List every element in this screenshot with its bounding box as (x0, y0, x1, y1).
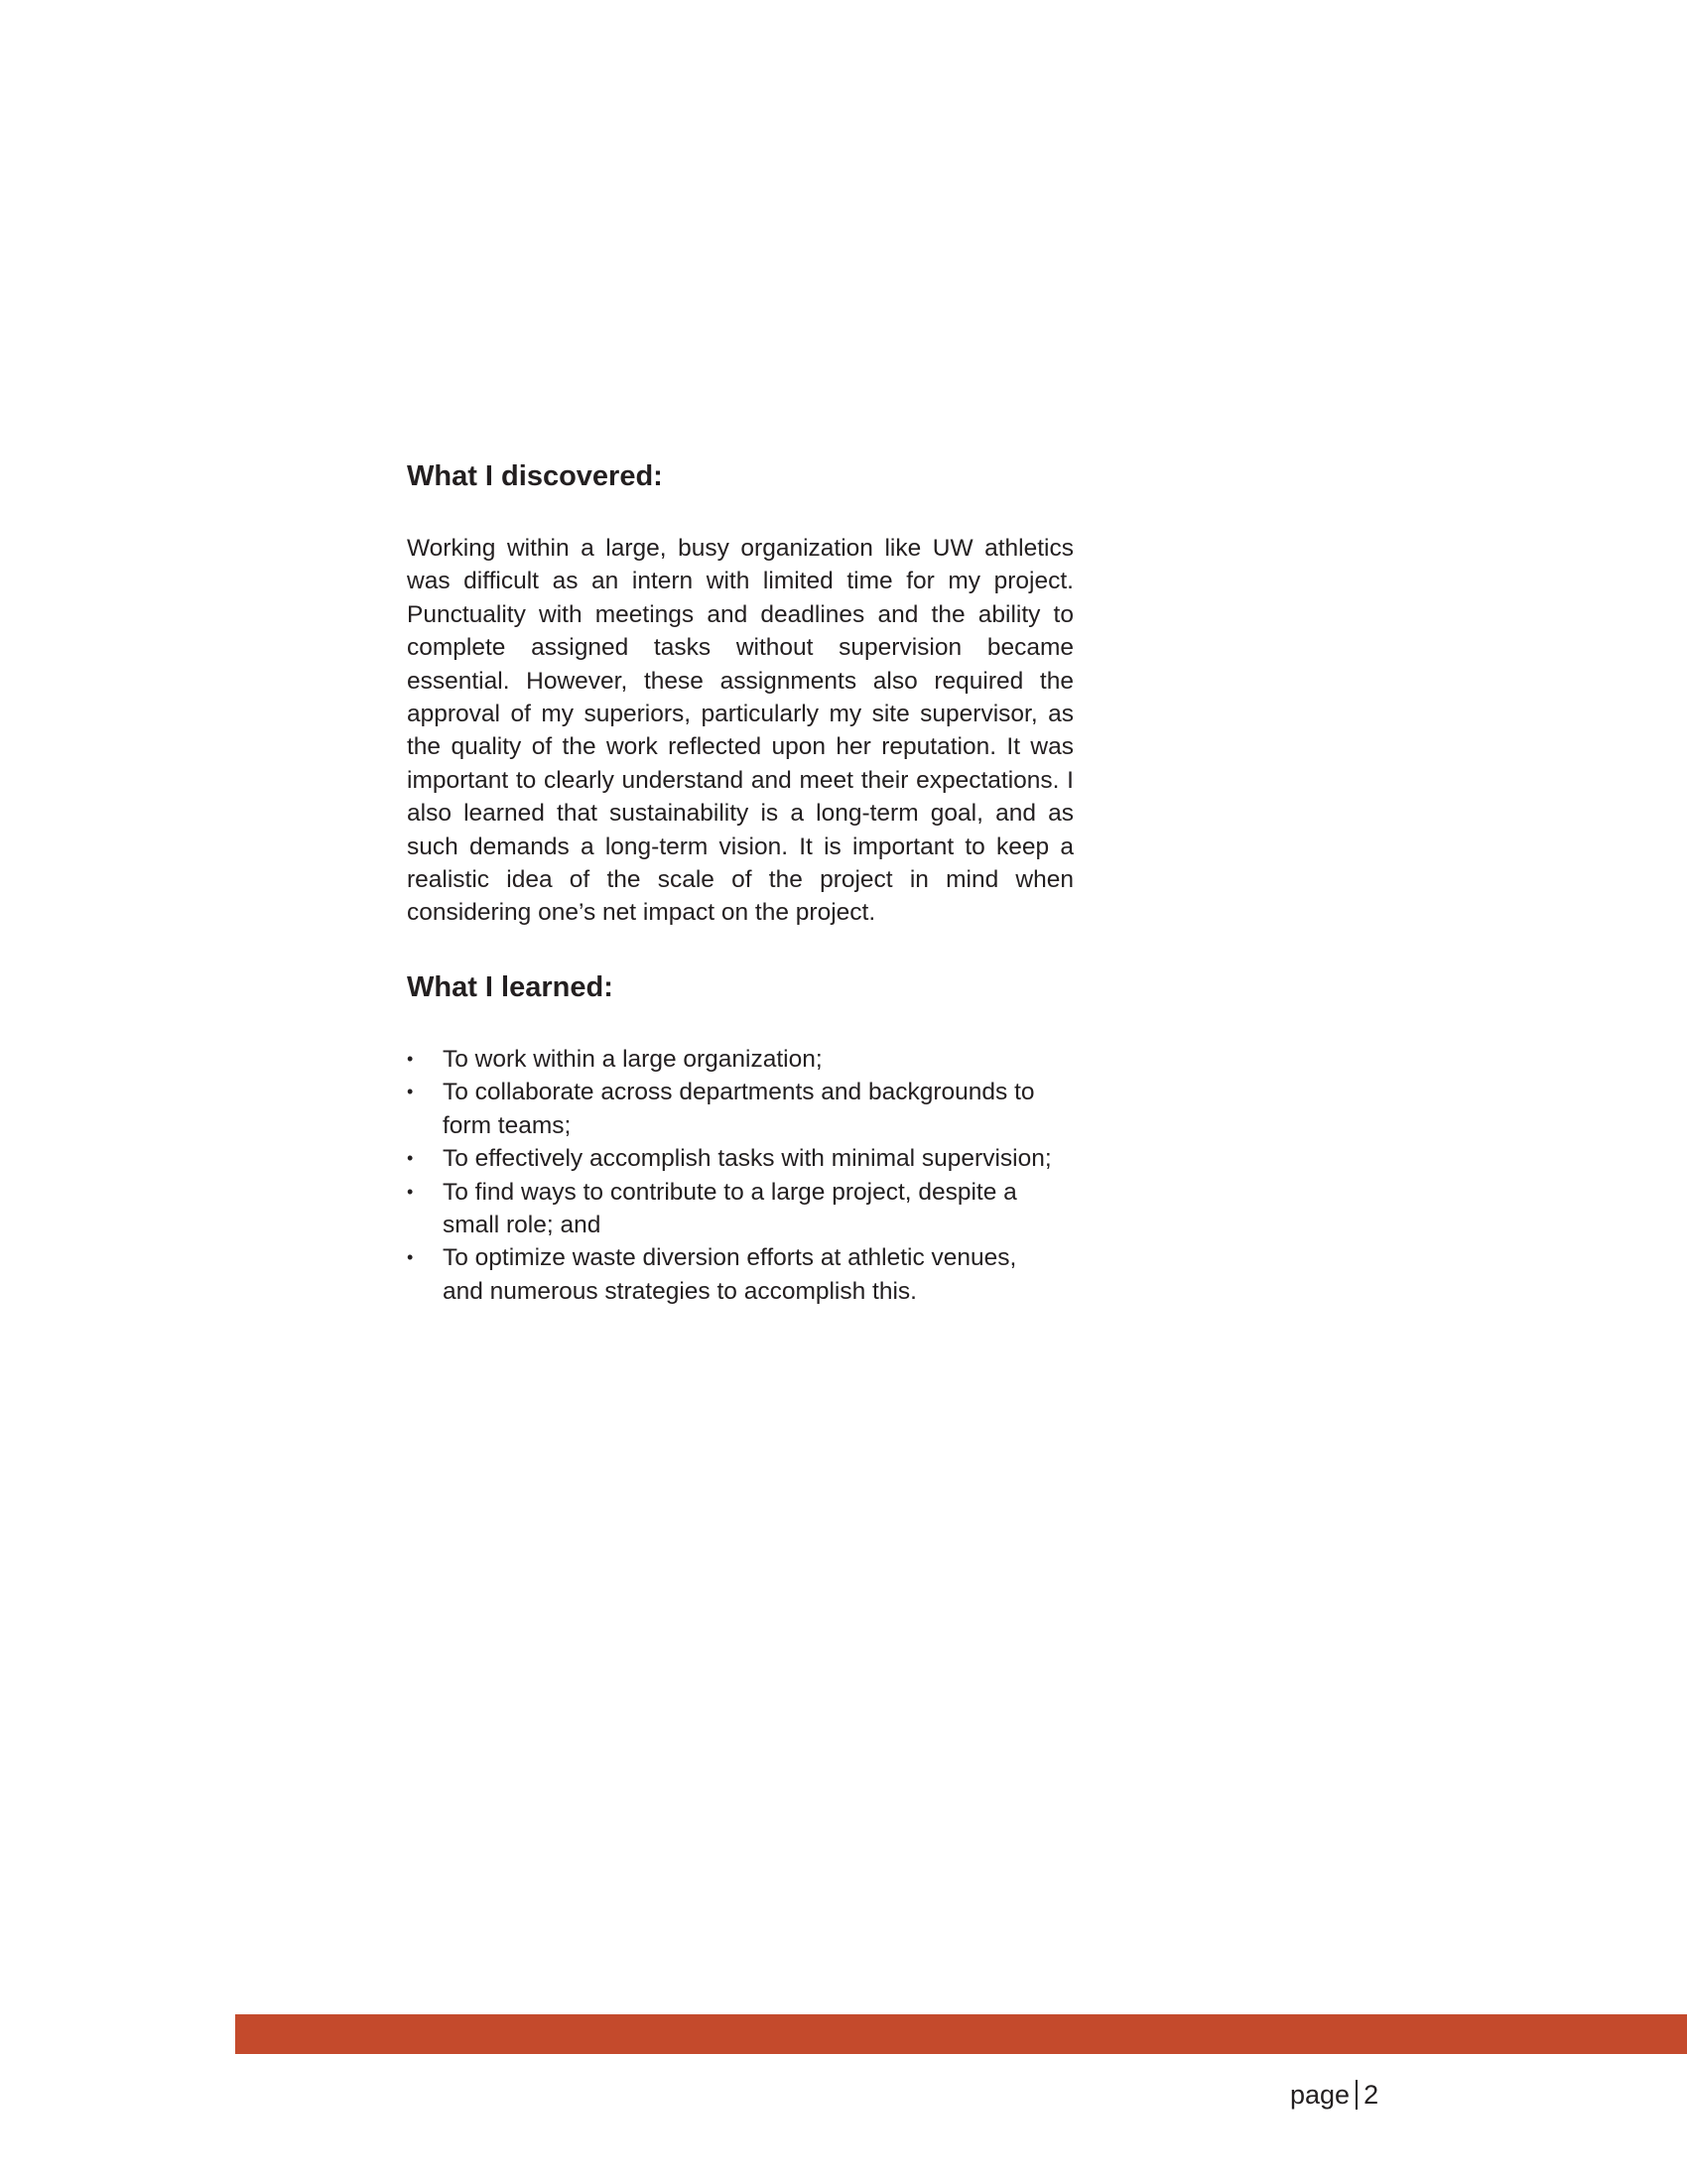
list-item-text: To effectively accomplish tasks with minimal supervision; (443, 1145, 1052, 1173)
discovered-paragraph: Working within a large, busy organization like UW athletics was difficult as an intern with limited time for my project. Punctuality with meetings and deadlines and the ability to complete assigned tasks without supervision became essential. However, these assignments also required the approval of my superiors, particularly my site supervisor, as the quality of the work reflected upon her reputation. It was important to clearly understand and meet their expectations. I also learned that sustainability is a long-term goal, and as such demands a long-term vision. It is important to keep a realistic idea of the scale of the project in mind when considering one’s net impact on the project. (407, 535, 1074, 927)
list-item-text: To find ways to contribute to a large project, despite a small role; and (443, 1178, 1017, 1238)
footer-accent-bar (235, 2014, 1687, 2054)
list-item (407, 1142, 1058, 1175)
heading-what-i-learned: What I learned: (407, 970, 613, 1003)
bullet-icon: • (407, 1181, 414, 1202)
list-item (407, 1076, 1058, 1142)
bullet-icon: • (407, 1082, 414, 1102)
list-item (407, 1241, 1058, 1308)
list-item-text: To work within a large organization; (443, 1045, 823, 1073)
page-number-value: 2 (1363, 2080, 1379, 2110)
bullet-icon: • (407, 1048, 414, 1069)
list-item-text: To optimize waste diversion efforts at athletic venues, and numerous strategies to accomplish this. (443, 1244, 1017, 1305)
heading-what-i-discovered: What I discovered: (407, 460, 663, 492)
bullet-icon: • (407, 1247, 414, 1268)
learned-list (407, 1043, 1074, 1308)
page-separator (1356, 2080, 1358, 2110)
bullet-icon: • (407, 1148, 414, 1169)
main-content (407, 456, 1074, 1308)
list-item (407, 1043, 1058, 1076)
page-number (1290, 2078, 1378, 2112)
list-item (407, 1176, 1058, 1242)
list-item-text: To collaborate across departments and backgrounds to form teams; (443, 1079, 1035, 1139)
page-label: page (1290, 2080, 1351, 2110)
